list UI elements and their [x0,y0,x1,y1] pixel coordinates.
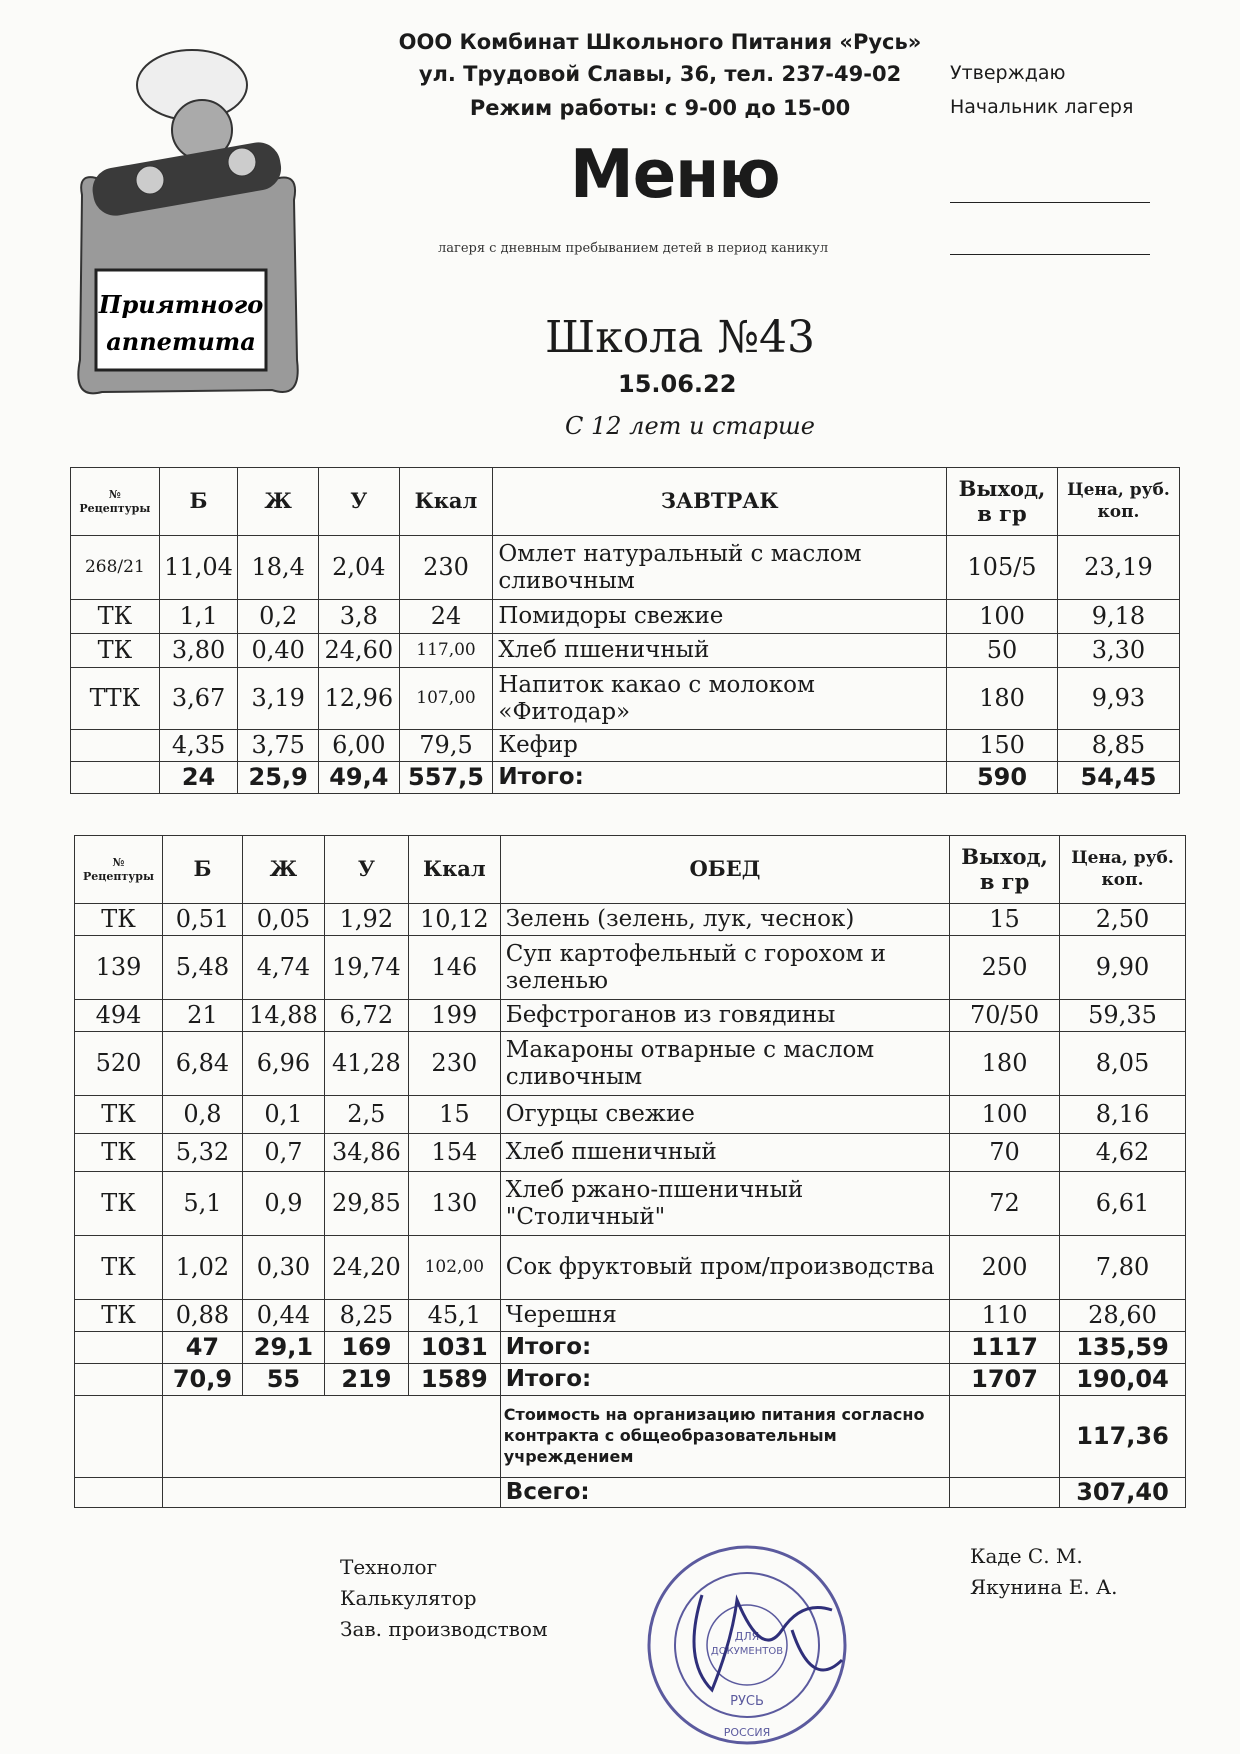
cell: 9,18 [1057,600,1179,634]
cell: 3,80 [159,634,238,668]
company-name: ООО Комбинат Школьного Питания «Русь» [398,30,922,54]
stamp-center-2: ДОКУМЕНТОВ [710,1646,784,1657]
contract-label: Стоимость на организацию питания согласно контракта с общеобразовательным учреждением [500,1396,949,1478]
cell: 102,00 [408,1236,500,1300]
cell [950,1478,1060,1508]
cell: 0,51 [162,904,242,936]
cell: 6,72 [324,1000,408,1032]
dish-name: Напиток какао с молоком «Фитодар» [493,668,947,730]
cell: 3,75 [238,730,319,762]
cell: 8,25 [324,1300,408,1332]
cell: 21 [162,1000,242,1032]
col-price: Цена, руб. коп. [1060,836,1186,904]
cell: 9,93 [1057,668,1179,730]
cell: 1707 [950,1364,1060,1396]
cell: 0,9 [242,1172,324,1236]
cell: 10,12 [408,904,500,936]
lunch-table [74,835,1186,1508]
cell: 154 [408,1134,500,1172]
cell: 29,85 [324,1172,408,1236]
cell: 100 [950,1096,1060,1134]
table-row [71,536,1180,600]
cell: 7,80 [1060,1236,1186,1300]
cell: ТК [75,1172,163,1236]
menu-date: 15.06.22 [618,370,737,398]
cell: 2,50 [1060,904,1186,936]
dish-name: Бефстроганов из говядины [500,1000,949,1032]
cell: 6,00 [318,730,399,762]
cell: ТК [71,634,160,668]
dish-name: Хлеб ржано-пшеничный "Столичный" [500,1172,949,1236]
contract-row [75,1396,1186,1478]
cell: 49,4 [318,762,399,794]
cell: 3,30 [1057,634,1179,668]
cell: 19,74 [324,936,408,1000]
cell: 9,90 [1060,936,1186,1000]
cell [75,1332,163,1364]
table-row [75,1300,1186,1332]
cell: 2,5 [324,1096,408,1134]
cell: ТК [75,1236,163,1300]
total-label: Итого: [500,1364,949,1396]
table-row [75,936,1186,1000]
stamp-country: РОССИЯ [723,1726,771,1739]
table-row [71,668,1180,730]
table-row [75,1236,1186,1300]
role-production-head: Зав. производством [340,1617,548,1641]
cell: 1,1 [159,600,238,634]
col-kcal: Ккал [399,468,493,536]
cell: 100 [947,600,1058,634]
cell [75,1478,163,1508]
col-b: Б [162,836,242,904]
lunch-title: ОБЕД [500,836,949,904]
cell: 557,5 [399,762,493,794]
cell: 230 [408,1032,500,1096]
cell: 18,4 [238,536,319,600]
company-address: ул. Трудовой Славы, 36, тел. 237-49-02 [418,62,902,86]
cell: 55 [242,1364,324,1396]
total-row [71,762,1180,794]
cell: 1589 [408,1364,500,1396]
cell: 6,96 [242,1032,324,1096]
cell: 250 [950,936,1060,1000]
col-kcal: Ккал [408,836,500,904]
dish-name: Кефир [493,730,947,762]
cell: 15 [408,1096,500,1134]
dish-name: Хлеб пшеничный [493,634,947,668]
cell: 5,1 [162,1172,242,1236]
cell: 72 [950,1172,1060,1236]
company-stamp [642,1540,852,1750]
dish-name: Хлеб пшеничный [500,1134,949,1172]
table-row [75,1096,1186,1134]
cell: 6,61 [1060,1172,1186,1236]
cell: 4,62 [1060,1134,1186,1172]
cell: 180 [947,668,1058,730]
cell: 0,88 [162,1300,242,1332]
age-group: С 12 лет и старше [565,412,815,440]
cell: 0,8 [162,1096,242,1134]
grand-total-row [75,1364,1186,1396]
dish-name: Огурцы свежие [500,1096,949,1134]
cell: ТК [75,1300,163,1332]
total-label: Итого: [493,762,947,794]
signature-line-2 [950,254,1150,255]
cell: 24,60 [318,634,399,668]
cell: 0,30 [242,1236,324,1300]
table-row [75,1032,1186,1096]
table-row [75,1172,1186,1236]
cell: 4,74 [242,936,324,1000]
cell: 1117 [950,1332,1060,1364]
cell: 130 [408,1172,500,1236]
cell: 11,04 [159,536,238,600]
signer-roles [340,1552,548,1645]
cell: 59,35 [1060,1000,1186,1032]
cell: 494 [75,1000,163,1032]
signature-line-1 [950,202,1150,203]
cell: 5,48 [162,936,242,1000]
stamp-word: РУСЬ [730,1694,764,1709]
cell: 8,05 [1060,1032,1186,1096]
cell: 199 [408,1000,500,1032]
cell: 28,60 [1060,1300,1186,1332]
cell: 1031 [408,1332,500,1364]
dish-name: Помидоры свежие [493,600,947,634]
cell: 3,67 [159,668,238,730]
all-row [75,1478,1186,1508]
cell: ТК [71,600,160,634]
dish-name: Сок фруктовый пром/производства [500,1236,949,1300]
signer-name-1: Каде С. М. [970,1544,1083,1568]
cell [71,762,160,794]
cell: ТК [75,904,163,936]
dish-name: Черешня [500,1300,949,1332]
cell: 54,45 [1057,762,1179,794]
cell [75,1396,163,1478]
cell: 0,05 [242,904,324,936]
all-price: 307,40 [1060,1478,1186,1508]
dish-name: Омлет натуральный с маслом сливочным [493,536,947,600]
cell: 150 [947,730,1058,762]
all-label: Всего: [500,1478,949,1508]
cell: 41,28 [324,1032,408,1096]
breakfast-table [70,467,1180,794]
approve-title: Начальник лагеря [950,96,1134,118]
work-hours: Режим работы: с 9-00 до 15-00 [469,96,851,120]
cell: 24 [159,762,238,794]
cell: 23,19 [1057,536,1179,600]
cell: 146 [408,936,500,1000]
menu-title: Меню [570,136,780,214]
dish-name: Макароны отварные с маслом сливочным [500,1032,949,1096]
cell: 14,88 [242,1000,324,1032]
cell: 0,1 [242,1096,324,1134]
table-row [71,730,1180,762]
cell: 29,1 [242,1332,324,1364]
cell: 219 [324,1364,408,1396]
col-num: № Рецептуры [71,468,160,536]
cell: ТТК [71,668,160,730]
cell: 200 [950,1236,1060,1300]
dish-name: Суп картофельный с горохом и зеленью [500,936,949,1000]
cell: 180 [950,1032,1060,1096]
col-zh: Ж [242,836,324,904]
cell: 3,19 [238,668,319,730]
cell: 105/5 [947,536,1058,600]
total-label: Итого: [500,1332,949,1364]
approve-label: Утверждаю [950,62,1066,84]
table-row [75,904,1186,936]
role-calculator: Калькулятор [340,1586,477,1610]
cell: 15 [950,904,1060,936]
logo-text-2: аппетита [106,327,256,356]
cell [75,1364,163,1396]
cell: 34,86 [324,1134,408,1172]
col-zh: Ж [238,468,319,536]
cell: 25,9 [238,762,319,794]
cell: 110 [950,1300,1060,1332]
cell: 79,5 [399,730,493,762]
cell: 139 [75,936,163,1000]
cell: 6,84 [162,1032,242,1096]
cell: 0,40 [238,634,319,668]
cell: 24,20 [324,1236,408,1300]
menu-subtitle: лагеря с дневным пребыванием детей в период каникул [438,241,829,256]
cell: 70 [950,1134,1060,1172]
cell: 24 [399,600,493,634]
cell: 8,16 [1060,1096,1186,1134]
role-technologist: Технолог [340,1555,438,1579]
cell: 190,04 [1060,1364,1186,1396]
cell: 117,00 [399,634,493,668]
signer-name-2: Якунина Е. А. [970,1575,1118,1599]
cell [162,1478,500,1508]
cell: 45,1 [408,1300,500,1332]
stamp-center-1: ДЛЯ [734,1630,760,1643]
total-row [75,1332,1186,1364]
cell: 47 [162,1332,242,1364]
cell: 107,00 [399,668,493,730]
cell: 0,7 [242,1134,324,1172]
cell: 135,59 [1060,1332,1186,1364]
cell: 70,9 [162,1364,242,1396]
cell: ТК [75,1096,163,1134]
cell [71,730,160,762]
chef-logo [72,30,302,420]
cell [950,1396,1060,1478]
col-out: Выход, в гр [950,836,1060,904]
cell: 0,44 [242,1300,324,1332]
col-price: Цена, руб. коп. [1057,468,1179,536]
dish-name: Зелень (зелень, лук, чеснок) [500,904,949,936]
cell: 4,35 [159,730,238,762]
cell: 50 [947,634,1058,668]
cell: 0,2 [238,600,319,634]
col-u: У [318,468,399,536]
cell: ТК [75,1134,163,1172]
table-row [71,634,1180,668]
contract-price: 117,36 [1060,1396,1186,1478]
breakfast-title: ЗАВТРАК [493,468,947,536]
col-u: У [324,836,408,904]
cell: 520 [75,1032,163,1096]
cell: 590 [947,762,1058,794]
cell: 268/21 [71,536,160,600]
cell: 1,02 [162,1236,242,1300]
cell: 3,8 [318,600,399,634]
signer-names [970,1541,1118,1603]
col-b: Б [159,468,238,536]
cell: 1,92 [324,904,408,936]
cell: 230 [399,536,493,600]
school-name: Школа №43 [545,312,815,363]
table-row [71,600,1180,634]
table-row [75,1134,1186,1172]
cell: 169 [324,1332,408,1364]
cell: 70/50 [950,1000,1060,1032]
logo-text-1: Приятного [98,290,264,319]
cell [162,1396,500,1478]
cell: 5,32 [162,1134,242,1172]
cell: 8,85 [1057,730,1179,762]
col-out: Выход, в гр [947,468,1058,536]
col-num: № Рецептуры [75,836,163,904]
cell: 2,04 [318,536,399,600]
table-row [75,1000,1186,1032]
cell: 12,96 [318,668,399,730]
